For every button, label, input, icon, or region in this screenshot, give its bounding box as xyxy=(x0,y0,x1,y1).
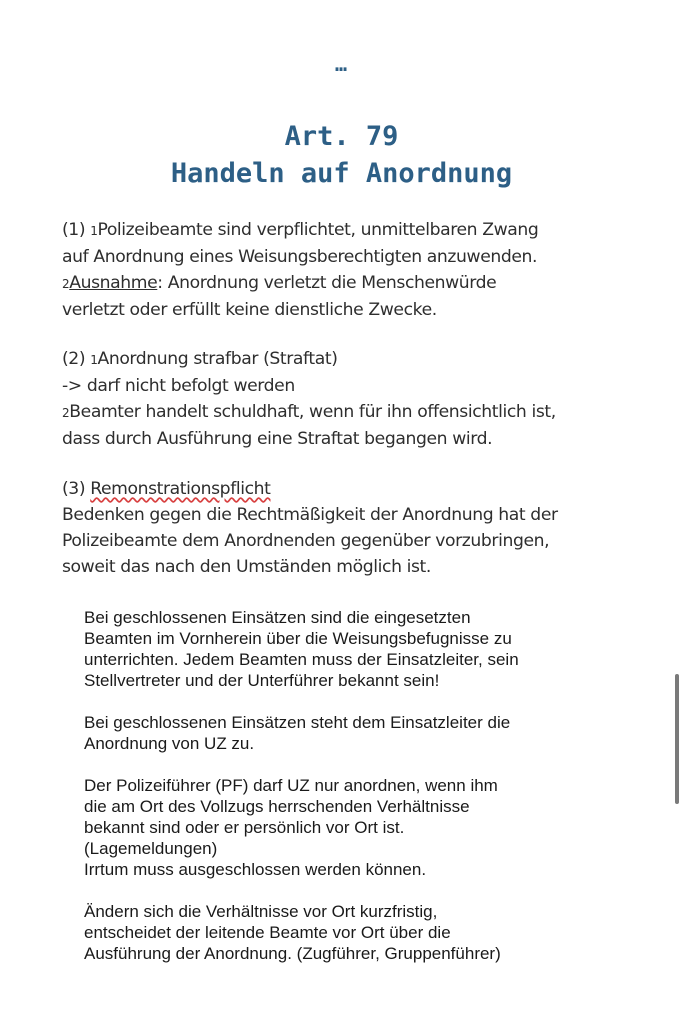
article-heading: Handeln auf Anordnung xyxy=(170,158,513,189)
note-paragraph: Bei geschlossenen Einsätzen steht dem Einsatzleiter die Anordnung von UZ zu. xyxy=(84,713,511,753)
paragraph-line: Bedenken gegen die Rechtmäßigkeit der Anordnung hat der xyxy=(62,505,558,525)
ausnahme-label: Ausnahme xyxy=(69,273,158,293)
remonstrationspflicht-label: Remonstrationspflicht xyxy=(90,479,271,499)
paragraph-line: 2Ausnahme: Anordnung verletzt die Menschenwürde xyxy=(62,273,497,293)
article-number: Art. 79 xyxy=(284,121,399,152)
paragraph-line: auf Anordnung eines Weisungsberechtigten anzuwenden. xyxy=(62,247,538,267)
article-title xyxy=(0,118,683,192)
note-paragraph: Ändern sich die Verhältnisse vor Ort kurzfristig, entscheidet der leitende Beamte vor Ort über die Ausführung der Anordnung. (Zugführer, Gruppenführer) xyxy=(84,902,501,963)
paragraph-line: dass durch Ausführung eine Straftat begangen wird. xyxy=(62,429,493,449)
note-paragraph: Bei geschlossenen Einsätzen sind die eingesetzten Beamten im Vornherein über die Weisungsbefugnisse zu unterrichten. Jedem Beamten muss der Einsatzleiter, sein Stellvertreter und der Unterführer bekannt sein! xyxy=(84,608,519,690)
paragraph-line: (3) Remonstrationspflicht xyxy=(62,479,271,499)
ellipsis-marker: … xyxy=(334,52,349,76)
paragraph-line: 2Beamter handelt schuldhaft, wenn für ihn offensichtlich ist, xyxy=(62,402,556,422)
paragraph-1 xyxy=(62,217,642,323)
notes-block xyxy=(84,607,624,985)
paragraph-line: (1) 1Polizeibeamte sind verpflichtet, unmittelbaren Zwang xyxy=(62,220,539,240)
paragraph-line: (2) 1Anordnung strafbar (Straftat) xyxy=(62,349,338,369)
paragraph-2 xyxy=(62,346,642,452)
paragraph-line: verletzt oder erfüllt keine dienstliche Zwecke. xyxy=(62,300,437,320)
vertical-scrollbar[interactable] xyxy=(675,674,679,804)
paragraph-line: -> darf nicht befolgt werden xyxy=(62,376,295,396)
note-paragraph: Der Polizeiführer (PF) darf UZ nur anordnen, wenn ihm die am Ort des Vollzugs herrschenden Verhältnisse bekannt sind oder er persönlich vor Ort ist. (Lagemeldungen) Irrtum muss ausgeschlossen werden können. xyxy=(84,776,498,879)
paragraph-3 xyxy=(62,476,642,580)
paragraph-line: soweit das nach den Umständen möglich ist. xyxy=(62,557,431,577)
paragraph-line: Polizeibeamte dem Anordnenden gegenüber vorzubringen, xyxy=(62,531,550,551)
